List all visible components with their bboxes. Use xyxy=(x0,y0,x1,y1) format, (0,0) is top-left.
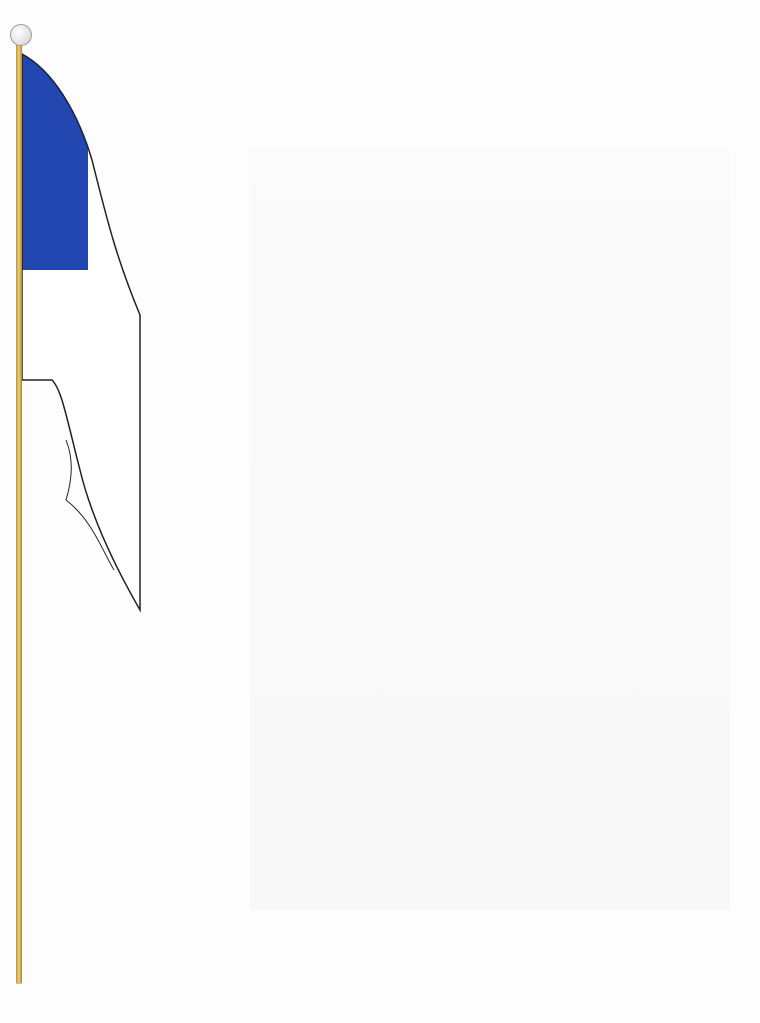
american-flag-icon xyxy=(22,50,147,640)
flag-pole-finial xyxy=(10,24,32,46)
bleed-through-shading xyxy=(250,150,730,910)
